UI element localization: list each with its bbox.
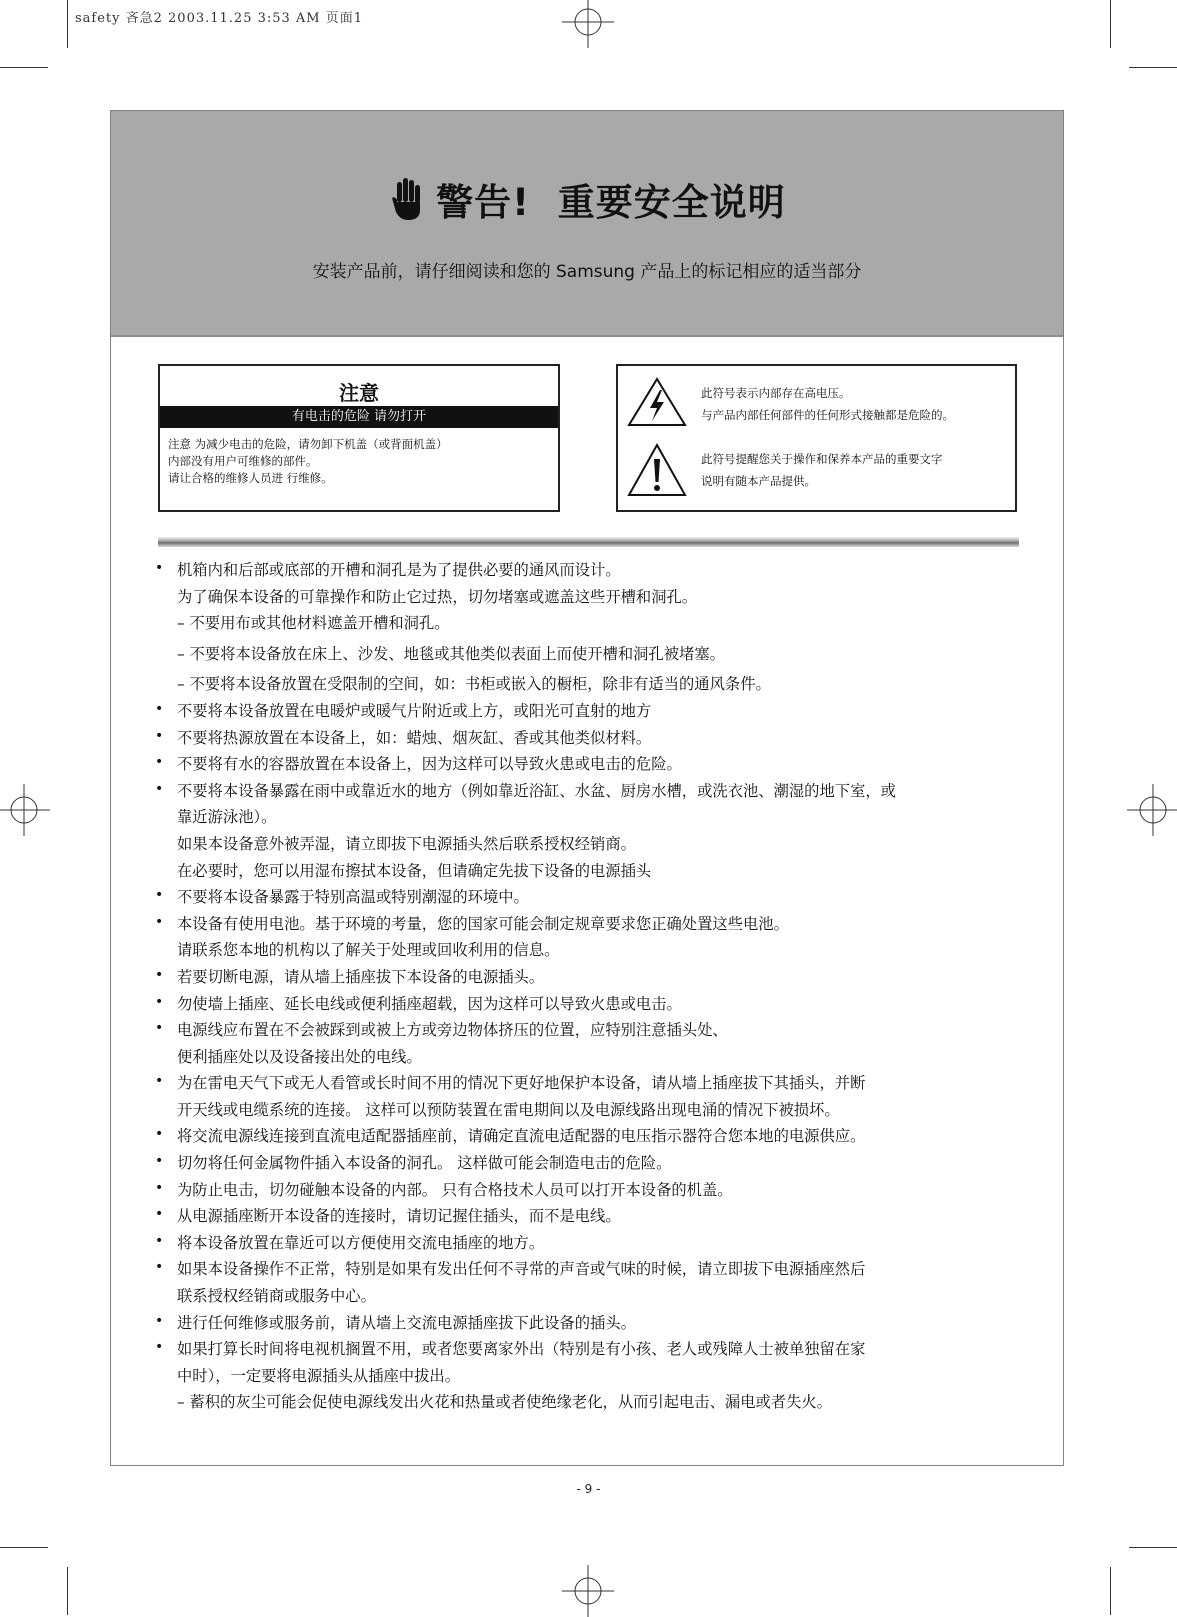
list-item: • 电源线应布置在不会被踩到或被上方或旁边物体挤压的位置，应特别注意插头处、: [151, 1017, 1031, 1044]
list-item: • 为防止电击，切勿碰触本设备的内部。 只有合格技术人员可以打开本设备的机盖。: [151, 1177, 1031, 1204]
lightning-warning-icon: [626, 376, 688, 428]
registration-mark-icon: [562, 0, 614, 48]
registration-mark-icon: [1127, 784, 1177, 836]
section-divider: [158, 537, 1019, 547]
list-item-continuation: 开天线或电缆系统的连接。 这样可以预防装置在雷电期间以及电源线路出现电涌的情况下被损坏。: [177, 1100, 840, 1119]
symbol-line: 说明有随本产品提供。: [701, 474, 816, 488]
list-item-continuation: 如果本设备意外被弄湿，请立即拔下电源插头然后联系授权经销商。: [177, 834, 636, 853]
list-item: • 不要将本设备暴露于特别高温或特别潮湿的环境中。: [151, 884, 1031, 911]
caution-bar: 有电击的危险 请勿打开: [160, 406, 558, 428]
symbol-line: 此符号提醒您关于操作和保养本产品的重要文字: [701, 452, 943, 466]
list-item: • 勿使墙上插座、延长电线或便利插座超载，因为这样可以导致火患或电击。: [151, 991, 1031, 1018]
list-item: • 将本设备放置在靠近可以方便使用交流电插座的地方。: [151, 1230, 1031, 1257]
list-item: • 不要将热源放置在本设备上，如：蜡烛、烟灰缸、香或其他类似材料。: [151, 725, 1031, 752]
caution-line: 内部没有用户可维修的部件。: [168, 454, 318, 468]
symbol-text: [701, 448, 943, 492]
symbol-row: [626, 376, 1011, 436]
list-item: • 将交流电源线连接到直流电适配器插座前，请确定直流电适配器的电压指示器符合您本地的电源供应。: [151, 1123, 1031, 1150]
list-item: • 切勿将任何金属物件插入本设备的洞孔。 这样做可能会制造电击的危险。: [151, 1150, 1031, 1177]
exclamation-warning-icon: [626, 442, 688, 498]
caution-line: 请让合格的维修人员进 行维修。: [168, 471, 333, 485]
registration-mark-icon: [0, 784, 50, 836]
registration-mark-icon: [562, 1565, 614, 1617]
crop-mark: [1110, 0, 1111, 48]
list-item: • 如果打算长时间将电视机搁置不用，或者您要离家外出（特别是有小孩、老人或残障人士被单独留在家: [151, 1336, 1031, 1363]
list-item: • 若要切断电源，请从墙上插座拔下本设备的电源插头。: [151, 964, 1031, 991]
list-item: • 不要将有水的容器放置在本设备上，因为这样可以导致火患或电击的危险。: [151, 751, 1031, 778]
caution-line: 注意 为减少电击的危险，请勿卸下机盖（或背面机盖）: [168, 437, 448, 451]
crop-mark: [67, 1567, 68, 1615]
list-item: • 不要将本设备暴露在雨中或靠近水的地方（例如靠近浴缸、水盆、厨房水槽，或洗衣池、潮湿的地下室，或: [151, 778, 1031, 805]
list-item: • 本设备有使用电池。基于环境的考量，您的国家可能会制定规章要求您正确处置这些电池。: [151, 911, 1031, 938]
list-item-continuation: 联系授权经销商或服务中心。: [177, 1287, 376, 1306]
symbol-row: [626, 442, 1011, 502]
print-slug: safety 吝急2 2003.11.25 3:53 AM 页面1: [75, 11, 364, 26]
list-item: • 机箱内和后部或底部的开槽和洞孔是为了提供必要的通风而设计。: [151, 557, 1031, 584]
page-subtitle: 安装产品前，请仔细阅读和您的 Samsung 产品上的标记相应的适当部分: [312, 262, 862, 282]
list-item: • 不要将本设备放置在电暖炉或暖气片附近或上方，或阳光可直射的地方: [151, 698, 1031, 725]
crop-mark: [0, 1547, 48, 1548]
list-item: • 如果本设备操作不正常，特别是如果有发出任何不寻常的声音或气味的时候，请立即拔下电源插座然后: [151, 1256, 1031, 1283]
list-item-continuation: 中时），一定要将电源插头从插座中拔出。: [177, 1366, 460, 1385]
symbol-text: [701, 382, 954, 426]
list-item-continuation: 在必要时，您可以用湿布擦拭本设备，但请确定先拔下设备的电源插头: [177, 861, 652, 880]
crop-mark: [1129, 1547, 1177, 1548]
list-item: • 进行任何维修或服务前，请从墙上交流电源插座拔下此设备的插头。: [151, 1310, 1031, 1337]
caution-box: [158, 364, 560, 512]
list-item-continuation: – 不要将本设备放置在受限制的空间，如：书柜或嵌入的橱柜，除非有适当的通风条件。: [177, 675, 771, 694]
crop-mark: [1129, 67, 1177, 68]
page-frame: [110, 110, 1064, 1466]
list-item-continuation: 为了确保本设备的可靠操作和防止它过热，切勿堵塞或遮盖这些开槽和洞孔。: [177, 587, 698, 606]
hand-stop-icon: [388, 176, 424, 222]
symbols-box: [616, 364, 1017, 512]
header-banner: [111, 111, 1063, 337]
page-number: - 9 -: [576, 1482, 601, 1496]
symbol-line: 与产品内部任何部件的任何形式接触都是危险的。: [701, 408, 954, 422]
symbol-line: 此符号表示内部存在高电压。: [701, 386, 851, 400]
crop-mark: [0, 67, 48, 68]
list-item-continuation: – 不要用布或其他材料遮盖开槽和洞孔。: [177, 614, 450, 633]
list-item-continuation: – 蓄积的灰尘可能会促使电源线发出火花和热量或者使绝缘老化，从而引起电击、漏电或者失火。: [177, 1393, 832, 1412]
list-item-continuation: 请联系您本地的机构以了解关于处理或回收利用的信息。: [177, 941, 560, 960]
list-item-continuation: – 不要将本设备放在床上、沙发、地毯或其他类似表面上而使开槽和洞孔被堵塞。: [177, 644, 725, 663]
safety-instruction-list: [151, 557, 1031, 1416]
list-item-continuation: 靠近游泳池）。: [177, 808, 277, 827]
page-title: 警告! 重要安全说明: [436, 181, 786, 224]
title-row: [111, 169, 1063, 229]
crop-mark: [67, 0, 68, 48]
crop-mark: [1110, 1567, 1111, 1615]
list-item: • 从电源插座断开本设备的连接时，请切记握住插头，而不是电线。: [151, 1203, 1031, 1230]
list-item-continuation: 便利插座处以及设备接出处的电线。: [177, 1047, 422, 1066]
list-item: • 为在雷电天气下或无人看管或长时间不用的情况下更好地保护本设备，请从墙上插座拔下其插头，并断: [151, 1070, 1031, 1097]
caution-title: 注意: [339, 381, 379, 405]
caution-text: [160, 428, 558, 487]
